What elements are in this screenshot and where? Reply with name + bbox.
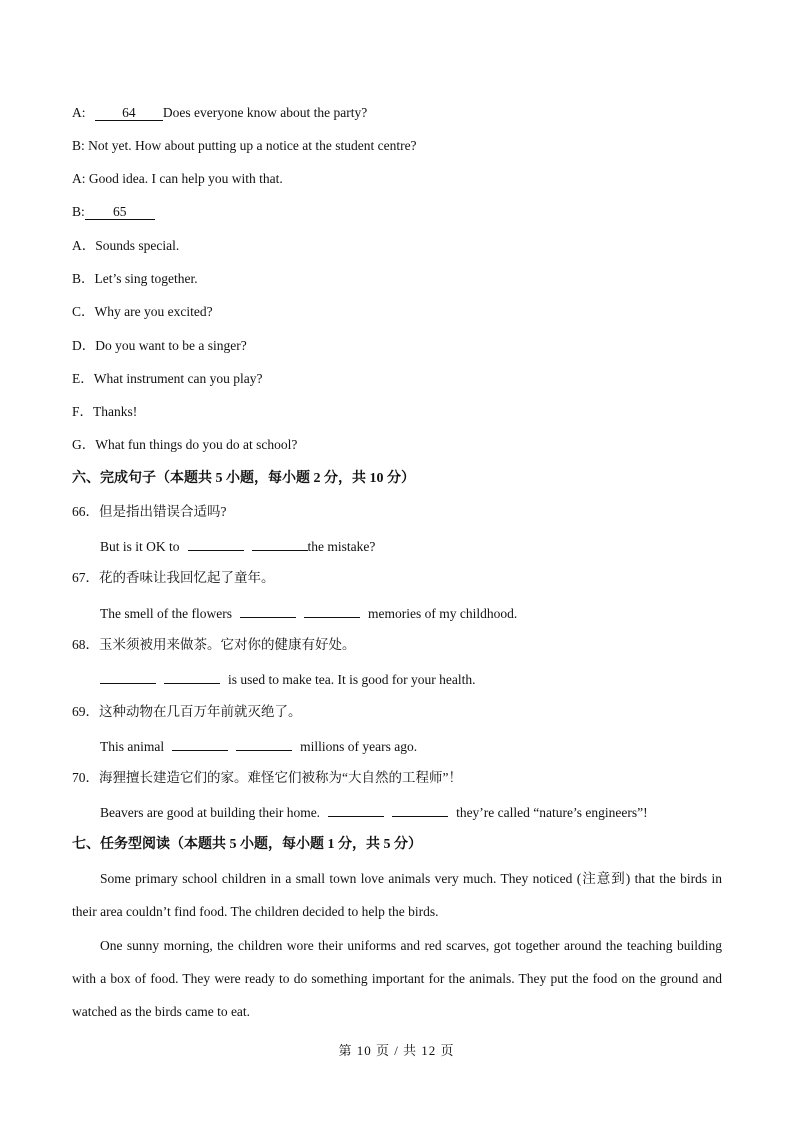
item-number: 67． bbox=[72, 570, 99, 585]
option-text: Let’s sing together. bbox=[94, 271, 198, 286]
item-67-cn bbox=[72, 569, 275, 587]
section7-heading: 七、任务型阅读（本题共 5 小题，每小题 1 分，共 5 分） bbox=[72, 837, 422, 852]
option-b bbox=[72, 270, 198, 288]
option-text: Sounds special. bbox=[95, 238, 180, 253]
item-chinese: 海狸擅长建造它们的家。难怪它们被称为“大自然的工程师”！ bbox=[99, 770, 462, 785]
option-letter: F． bbox=[72, 404, 94, 419]
item-68-en bbox=[100, 669, 475, 689]
answer-blank bbox=[392, 802, 448, 817]
speaker: A: bbox=[72, 105, 86, 120]
speaker: B: bbox=[72, 204, 85, 219]
option-f bbox=[72, 403, 137, 421]
option-text: Do you want to be a singer? bbox=[95, 338, 247, 353]
dialogue-line-b2 bbox=[72, 203, 155, 221]
item-chinese: 花的香味让我回忆起了童年。 bbox=[99, 570, 275, 585]
option-text: What fun things do you do at school? bbox=[95, 437, 298, 452]
item-69-en bbox=[100, 736, 417, 756]
dialogue-text: Not yet. How about putting up a notice at the student centre? bbox=[88, 138, 417, 153]
dialogue-line-a2 bbox=[72, 170, 283, 188]
dialogue-text: Does everyone know about the party? bbox=[162, 105, 368, 120]
option-letter: B． bbox=[72, 271, 95, 286]
item-68-cn bbox=[72, 636, 356, 654]
reading-paragraph-2: One sunny morning, the children wore their uniforms and red scarves, got together around the teaching building with a box of food. They were ready to do something important for the animals. They put the food on the ground and watched as the birds came to eat. bbox=[72, 938, 722, 1019]
option-letter: G． bbox=[72, 437, 96, 452]
dialogue-text: Good idea. I can help you with that. bbox=[88, 171, 283, 186]
section6-heading: 六、完成句子（本题共 5 小题，每小题 2 分，共 10 分） bbox=[72, 471, 415, 486]
option-e bbox=[72, 370, 262, 388]
option-letter: C． bbox=[72, 304, 95, 319]
reading-paragraph-1: Some primary school children in a small town love animals very much. They noticed (注意到) that the birds in their area couldn’t find food. The children decided to help the birds. bbox=[72, 871, 722, 919]
option-letter: A． bbox=[72, 238, 96, 253]
option-letter: D． bbox=[72, 338, 96, 353]
option-text: Why are you excited? bbox=[94, 304, 213, 319]
answer-blank bbox=[328, 802, 384, 817]
item-69-cn bbox=[72, 703, 302, 721]
sentence-start: The smell of the flowers bbox=[100, 606, 232, 621]
option-g bbox=[72, 436, 297, 454]
item-chinese: 但是指出错误合适吗? bbox=[99, 504, 227, 519]
speaker: A: bbox=[72, 171, 86, 186]
item-number: 68． bbox=[72, 637, 99, 652]
answer-blank bbox=[164, 669, 220, 684]
page-number-footer: 第 10 页 / 共 12 页 bbox=[338, 1043, 455, 1058]
answer-blank bbox=[188, 536, 244, 551]
item-number: 66． bbox=[72, 504, 99, 519]
answer-blank-65: 65 bbox=[85, 205, 155, 220]
item-number: 70． bbox=[72, 770, 99, 785]
sentence-start: This animal bbox=[100, 739, 165, 754]
sentence-end: is used to make tea. It is good for your health. bbox=[228, 672, 476, 687]
answer-blank bbox=[304, 603, 360, 618]
sentence-end: the mistake? bbox=[307, 539, 376, 554]
item-chinese: 这种动物在几百万年前就灭绝了。 bbox=[99, 704, 302, 719]
option-d bbox=[72, 337, 247, 355]
sentence-end: memories of my childhood. bbox=[367, 606, 518, 621]
answer-blank bbox=[236, 736, 292, 751]
sentence-end: they’re called “nature’s engineers”! bbox=[456, 805, 648, 820]
answer-blank-64: 64 bbox=[95, 106, 163, 121]
item-chinese: 玉米须被用来做茶。它对你的健康有好处。 bbox=[99, 637, 356, 652]
item-70-cn bbox=[72, 769, 462, 787]
dialogue-line-b1 bbox=[72, 137, 417, 155]
option-text: What instrument can you play? bbox=[93, 371, 263, 386]
answer-blank bbox=[100, 669, 156, 684]
answer-blank bbox=[252, 536, 308, 551]
item-66-cn bbox=[72, 503, 227, 521]
sentence-end: millions of years ago. bbox=[300, 739, 418, 754]
answer-blank bbox=[172, 736, 228, 751]
dialogue-line-a1 bbox=[72, 104, 367, 122]
option-text: Thanks! bbox=[93, 404, 138, 419]
option-letter: E． bbox=[72, 371, 94, 386]
option-c bbox=[72, 303, 213, 321]
speaker: B: bbox=[72, 138, 85, 153]
answer-blank bbox=[240, 603, 296, 618]
sentence-start: But is it OK to bbox=[100, 539, 180, 554]
sentence-start: Beavers are good at building their home. bbox=[100, 805, 321, 820]
item-number: 69． bbox=[72, 704, 99, 719]
item-67-en bbox=[100, 603, 517, 623]
item-66-en bbox=[100, 536, 375, 556]
item-70-en bbox=[100, 802, 648, 822]
option-a bbox=[72, 237, 179, 255]
